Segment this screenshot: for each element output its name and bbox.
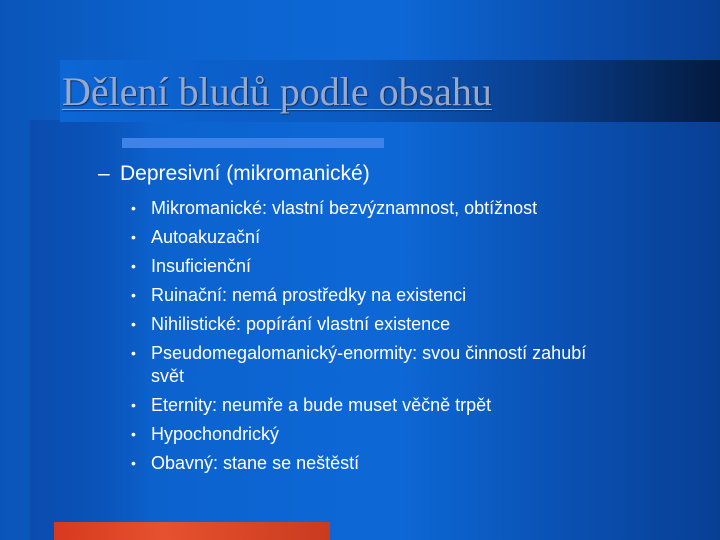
bullet-marker: • bbox=[131, 200, 136, 216]
accent-bar-blue bbox=[122, 138, 384, 148]
bullet-marker: • bbox=[131, 316, 136, 332]
list-item-text: Eternity: neumře a bude muset věčně trpět bbox=[151, 395, 492, 415]
list-item-text: Ruinační: nemá prostředky na existenci bbox=[151, 285, 467, 305]
list-item-text: Nihilistické: popírání vlastní existence bbox=[151, 314, 451, 334]
list-item bbox=[131, 223, 621, 252]
list-item-text: Insuficienční bbox=[151, 256, 252, 276]
accent-bar-red bbox=[54, 522, 330, 540]
bullet-marker: • bbox=[131, 426, 136, 442]
list-item bbox=[131, 310, 621, 339]
list-item-text: Autoakuzační bbox=[151, 227, 261, 247]
slide-title: Dělení bludů podle obsahu bbox=[62, 69, 492, 114]
list-item bbox=[131, 420, 621, 449]
bullet-list bbox=[131, 194, 621, 478]
bullet-marker: • bbox=[131, 345, 136, 361]
bullet-marker: • bbox=[131, 397, 136, 413]
list-item bbox=[131, 281, 621, 310]
list-item bbox=[131, 449, 621, 478]
bullet-marker: • bbox=[131, 287, 136, 303]
list-item bbox=[131, 194, 621, 223]
sub-heading bbox=[98, 162, 370, 186]
bullet-marker: • bbox=[131, 258, 136, 274]
list-item bbox=[131, 391, 621, 420]
list-item-text: Hypochondrický bbox=[151, 424, 280, 444]
bullet-marker: • bbox=[131, 229, 136, 245]
list-item-text: Obavný: stane se neštěstí bbox=[151, 453, 360, 473]
list-item bbox=[131, 252, 621, 281]
list-item-text: Mikromanické: vlastní bezvýznamnost, obtížnost bbox=[151, 198, 538, 218]
bullet-marker: • bbox=[131, 455, 136, 471]
list-item bbox=[131, 339, 621, 391]
list-item-text: Pseudomegalomanický-enormity: svou činností zahubí svět bbox=[151, 343, 587, 386]
sub-heading-text: Depresivní (mikromanické) bbox=[120, 162, 370, 185]
dash-marker: – bbox=[98, 162, 110, 185]
